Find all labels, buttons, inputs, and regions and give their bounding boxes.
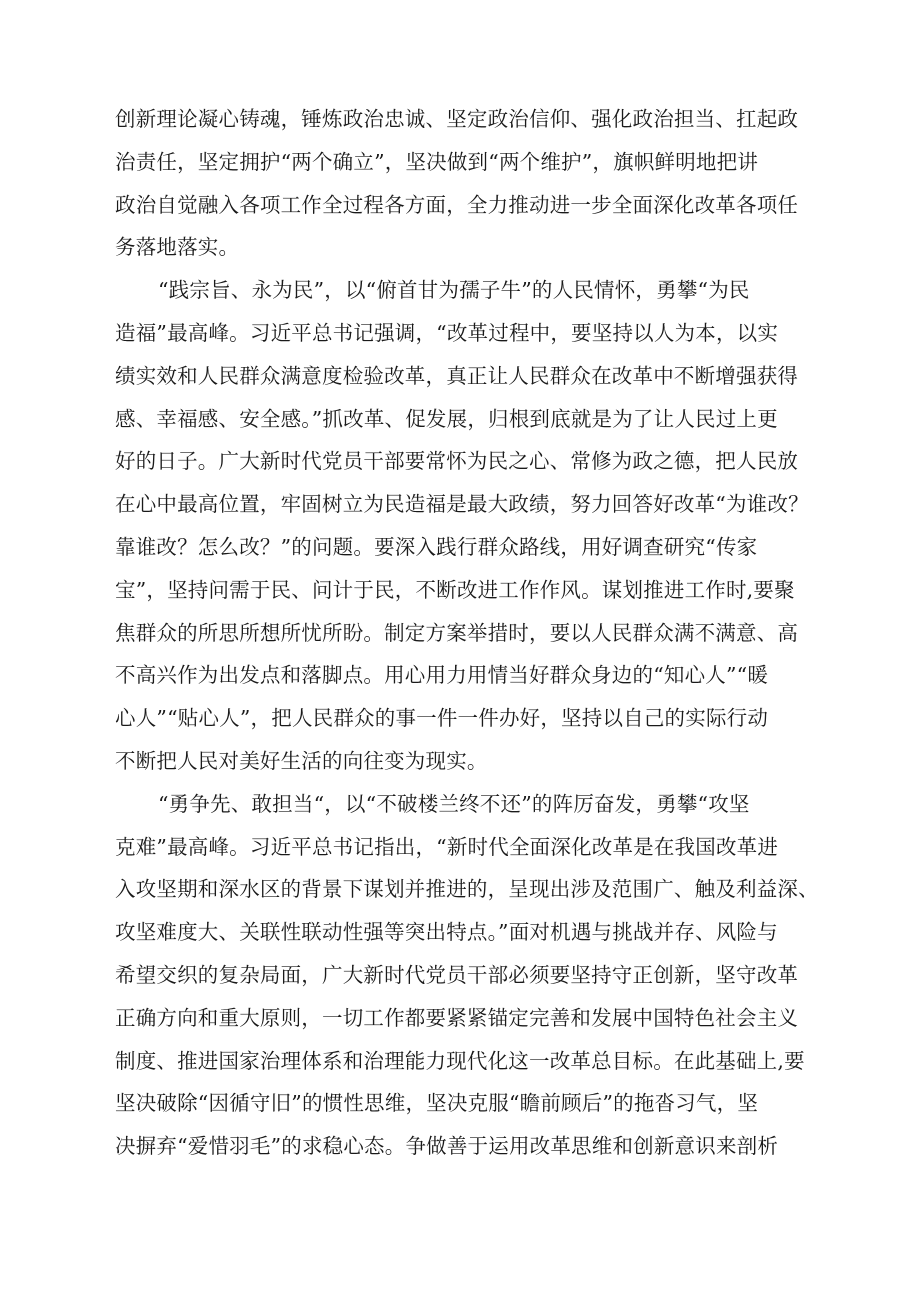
text-line: 攻坚难度大、关联性联动性强等突出特点。”面对机遇与挑战并存、风险与 bbox=[115, 920, 778, 945]
text-line: 创新理论凝心铸魂，锤炼政治忠诚、坚定政治信仰、强化政治担当、扛起政 bbox=[115, 107, 799, 131]
text-line: 希望交织的复杂局面，广大新时代党员干部必须要坚持守正创新，坚守改革 bbox=[115, 962, 799, 987]
text-line: 治责任，坚定拥护“两个确立”，坚决做到“两个维护”，旗帜鲜明地把讲 bbox=[115, 149, 759, 174]
text-line: 决摒弃“爱惜羽毛”的求稳心态。争做善于运用改革思维和创新意识来剖析 bbox=[115, 1134, 779, 1159]
text-line: “勇争先、敢担当“，以“不破楼兰终不还”的阵厉奋发，勇攀“攻坚 bbox=[158, 791, 750, 816]
text-line: 好的日子。广大新时代党员干部要常怀为民之心、常修为政之德，把人民放 bbox=[115, 449, 799, 474]
document-body-text bbox=[115, 98, 845, 1168]
text-line: 宝”，坚持问需于民、问计于民，不断改进工作作风。谋划推进工作时,要聚 bbox=[115, 577, 795, 602]
text-line: 在心中最高位置，牢固树立为民造福是最大政绩，努力回答好改革“为谁改？ bbox=[115, 492, 809, 517]
text-line: 不断把人民对美好生活的向往变为现实。 bbox=[115, 748, 488, 773]
text-line: 正确方向和重大原则，一切工作都要紧紧锚定完善和发展中国特色社会主义 bbox=[115, 1005, 799, 1030]
text-line: 克难”最高峰。习近平总书记指出，“新时代全面深化改革是在我国改革进 bbox=[115, 834, 779, 859]
text-line: 坚决破除“因循守旧”的惯性思维，坚决克服“瞻前顾后”的拖沓习气，坚 bbox=[115, 1091, 759, 1116]
text-line: 入攻坚期和深水区的背景下谋划并推进的，呈现出涉及范围广、触及利益深、 bbox=[115, 877, 819, 902]
text-line: 制度、推进国家治理体系和治理能力现代化这一改革总目标。在此基础上,要 bbox=[115, 1048, 805, 1073]
text-line: 造福”最高峰。习近平总书记强调，“改革过程中，要坚持以人为本，以实 bbox=[115, 320, 779, 345]
text-line: 务落地落实。 bbox=[115, 235, 240, 260]
text-line: “践宗旨、永为民”，以“俯首甘为孺子牛”的人民情怀，勇攀“为民 bbox=[158, 278, 750, 303]
text-line: 靠谁改？怎么改？”的问题。要深入践行群众路线，用好调查研究“传家 bbox=[115, 534, 758, 559]
text-line: 不高兴作为出发点和落脚点。用心用力用情当好群众身边的“知心人”“暖 bbox=[115, 663, 769, 688]
text-line: 焦群众的所思所想所忧所盼。制定方案举措时，要以人民群众满不满意、高 bbox=[115, 620, 799, 645]
text-line: 绩实效和人民群众满意度检验改革，真正让人民群众在改革中不断增强获得 bbox=[115, 363, 799, 388]
text-line: 政治自觉融入各项工作全过程各方面，全力推动进一步全面深化改革各项任 bbox=[115, 192, 799, 217]
text-line: 感、幸福感、安全感。”抓改革、促发展，归根到底就是为了让人民过上更 bbox=[115, 406, 778, 431]
text-line: 心人”“贴心人”，把人民群众的事一件一件办好，坚持以自己的实际行动 bbox=[115, 706, 769, 731]
